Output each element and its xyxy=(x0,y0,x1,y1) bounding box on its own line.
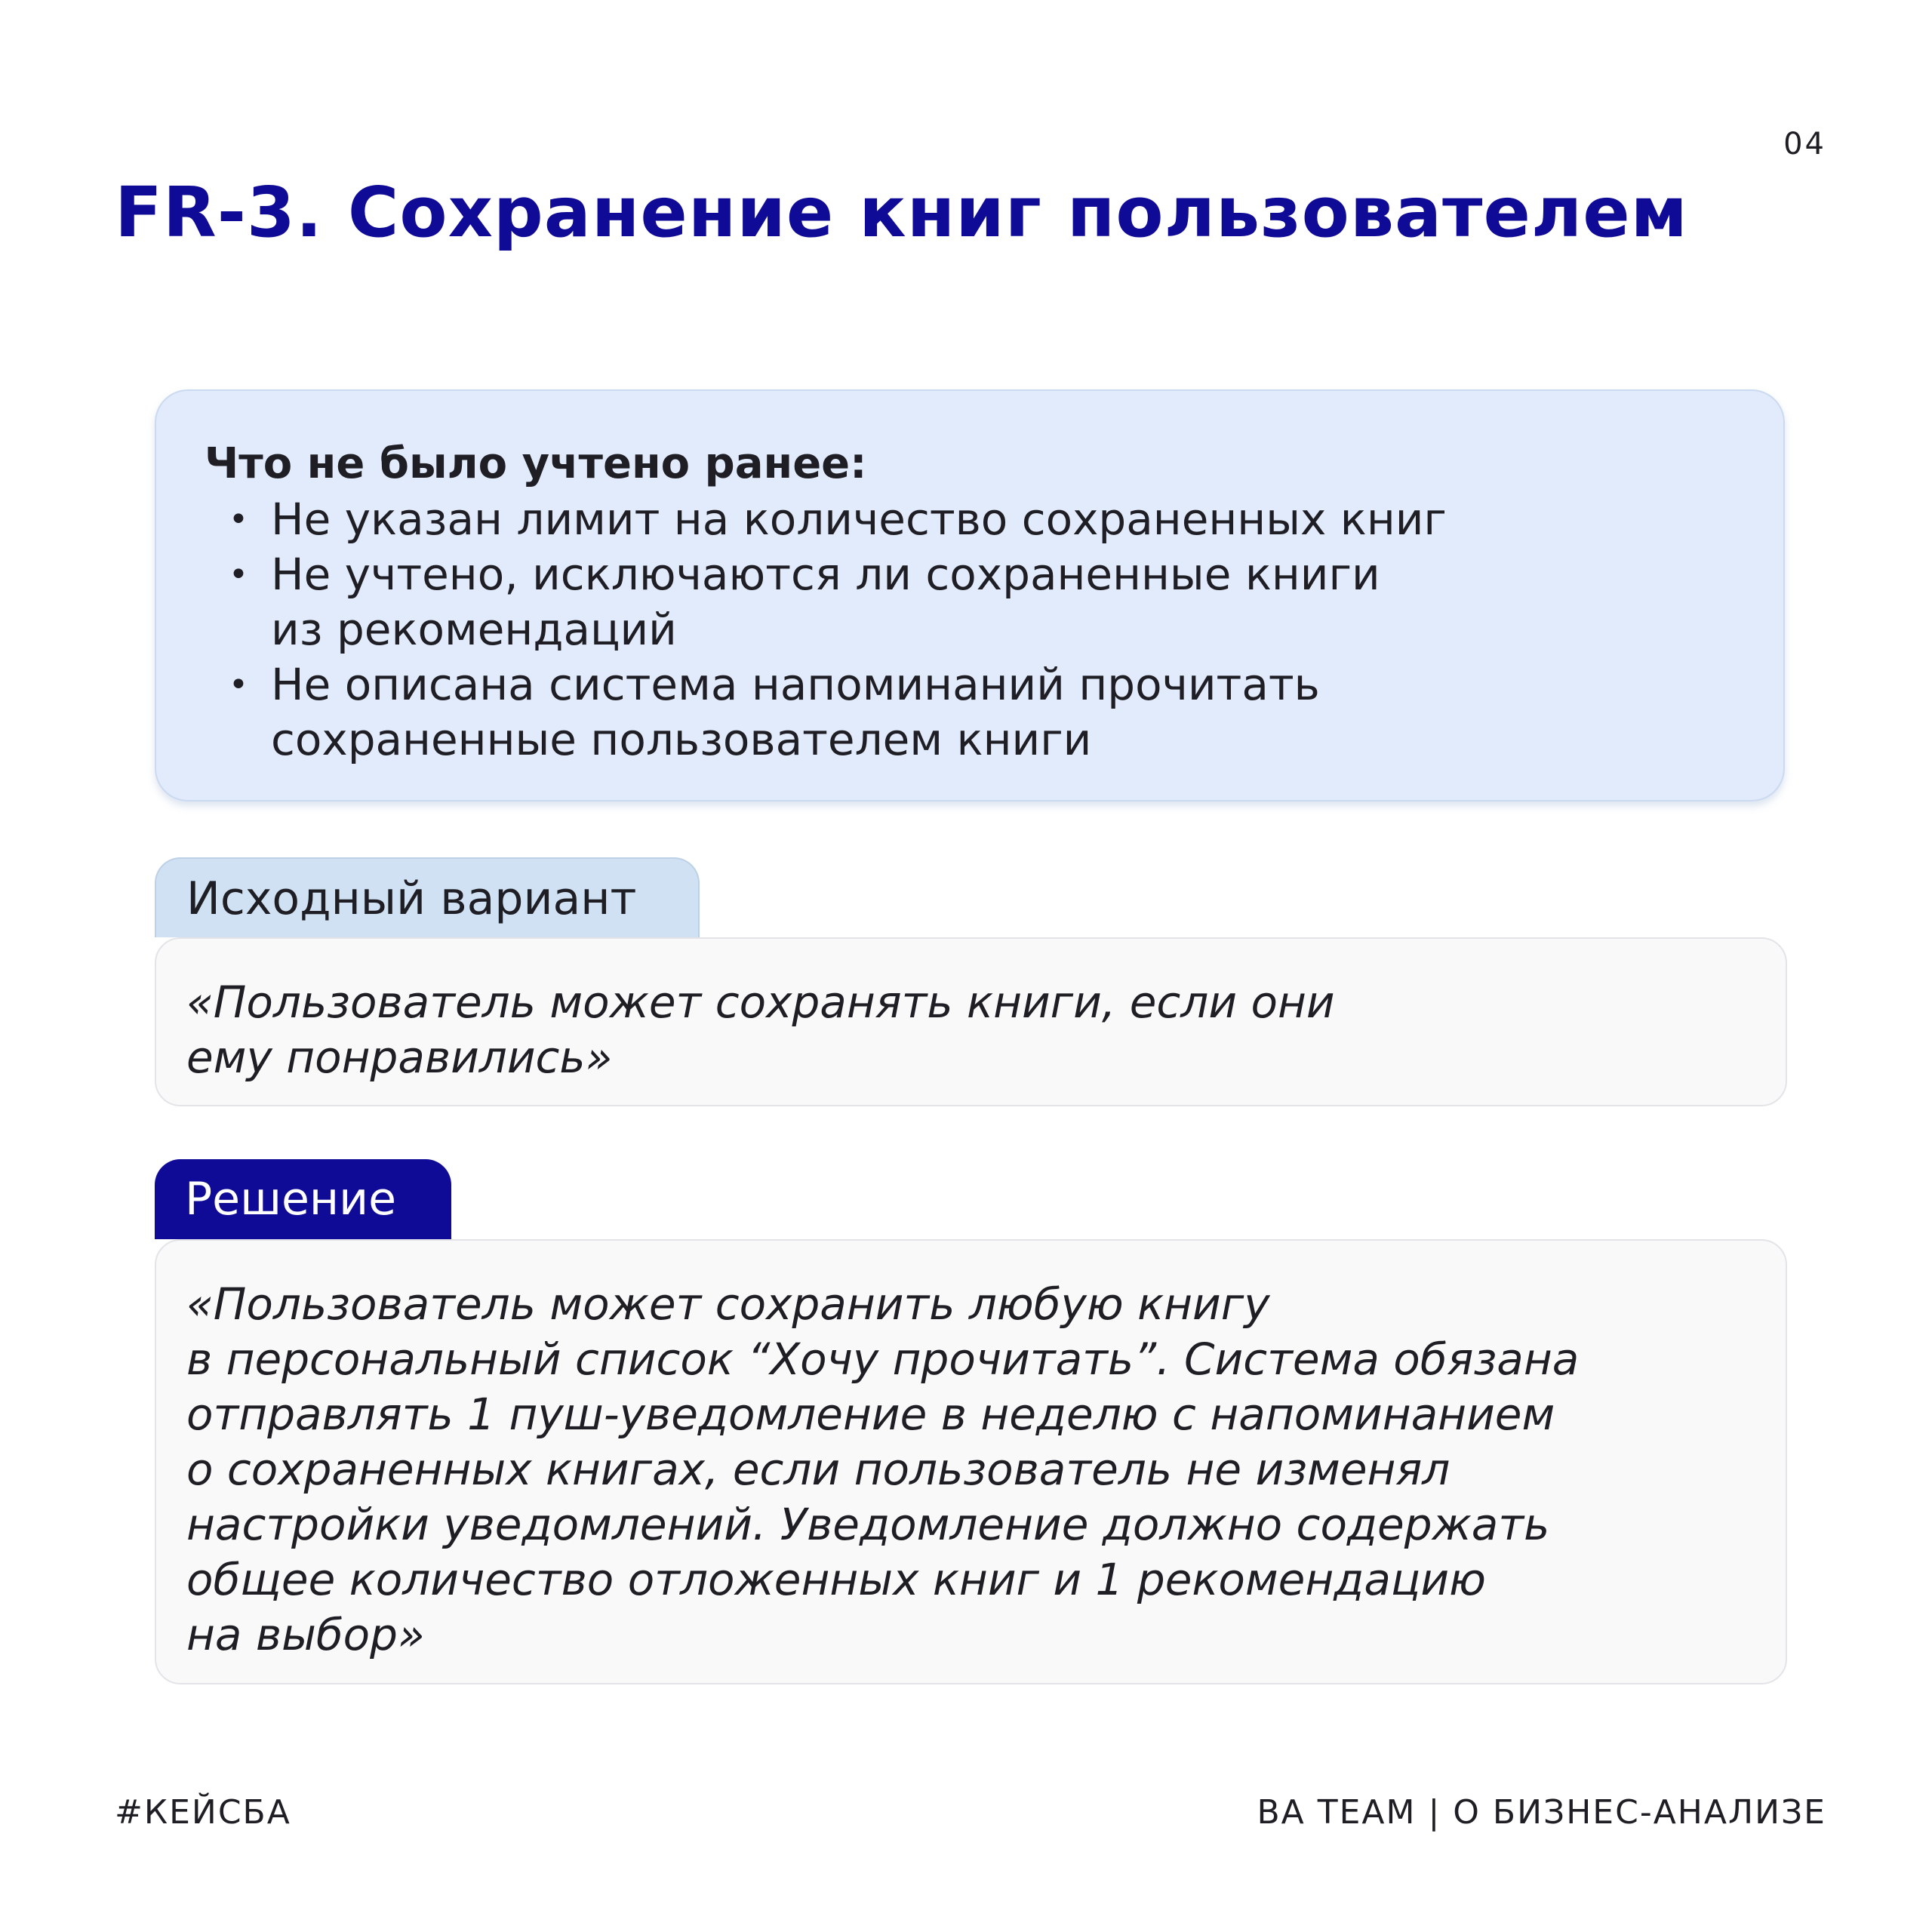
solution-card xyxy=(155,1239,1787,1684)
missing-points-card xyxy=(155,389,1785,801)
missing-point-item: • Не описана система напоминаний прочитать сохраненные пользователем книги xyxy=(198,657,1741,768)
footer-hashtag: #КЕЙСБА xyxy=(115,1793,291,1832)
page-number: 04 xyxy=(1783,127,1826,162)
original-variant-card xyxy=(155,937,1787,1106)
missing-points-heading: Что не было учтено ранее: xyxy=(205,439,867,488)
footer-brand: BA TEAM | О БИЗНЕС-АНАЛИЗЕ xyxy=(1257,1793,1826,1832)
solution-text: «Пользователь может сохранить любую книгу в персональный список “Хочу прочитать”. Система обязана отправлять 1 пуш-уведомление в неделю с напоминанием о сохраненных книгах, если пользователь не изменял настройки уведомлений. Уведомление должно содержать общее количество отложенных книг и 1 рекомендацию на выбор» xyxy=(186,1278,1580,1660)
missing-point-item: • Не указан лимит на количество сохраненных книг xyxy=(198,492,1741,547)
page-title: FR-3. Сохранение книг пользователем xyxy=(115,172,1688,253)
original-variant-tab: Исходный вариант xyxy=(155,857,700,937)
solution-tab: Решение xyxy=(155,1159,451,1239)
missing-points-list xyxy=(198,492,1741,768)
missing-point-item: • Не учтено, исключаются ли сохраненные книги из рекомендаций xyxy=(198,547,1741,657)
original-variant-text: «Пользователь может сохранять книги, если они ему понравились» xyxy=(186,977,1335,1083)
